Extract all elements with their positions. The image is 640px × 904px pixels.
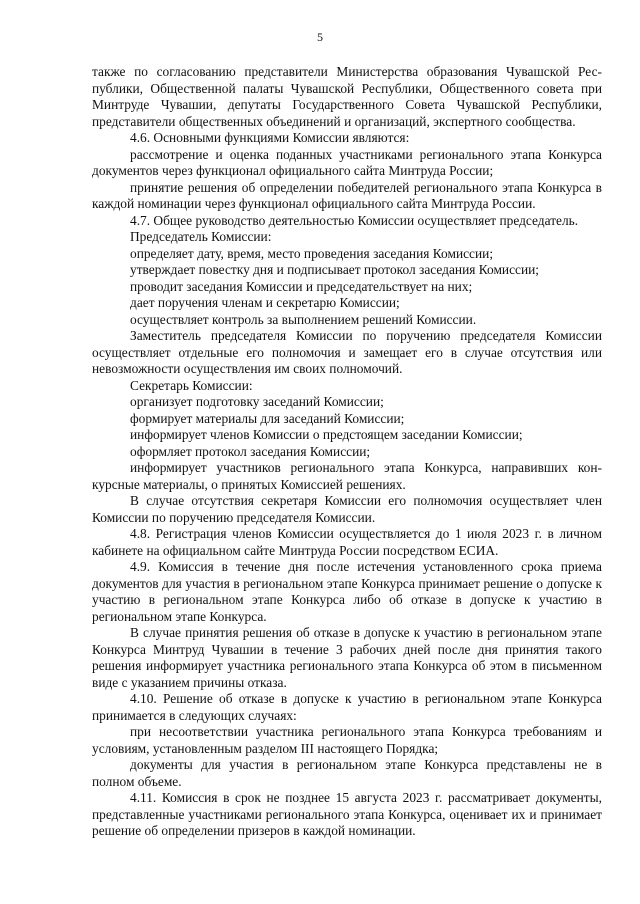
paragraph-4-7-heading: 4.7. Общее руководство деятельностью Комиссии осуществляет председатель. bbox=[130, 212, 579, 228]
paragraph-secretary-duty-5: информирует участников регионального этапа Конкурса, направивших конкурсные материалы, о принятых Комиссией решениях. bbox=[92, 460, 602, 492]
paragraph-chairman-duty-2: утверждает повестку дня и подписывает протокол заседания Комиссии; bbox=[130, 262, 540, 277]
paragraph-4-8: 4.8. Регистрация членов Комиссии осуществляется до 1 июля 2023 г. в личном кабинете на официальном сайте Минтруда России посредством ЕСИА. bbox=[92, 526, 602, 558]
paragraph-secretary-duty-1: организует подготовку заседаний Комиссии; bbox=[130, 394, 384, 409]
paragraph-4-10: 4.10. Решение об отказе в допуске к участию в региональном этапе Конкурса принимается в следующих случаях: bbox=[92, 691, 602, 723]
page-number: 5 bbox=[317, 30, 323, 44]
paragraph-refusal-notice: В случае принятия решения об отказе в допуске к участию в региональном этапе Конкурса Минтруд Чувашии в течение 3 рабочих дней после дня принятия такого решения информирует участника регионального этапа Конкурса об этом в письменном виде с указанием причины отказа. bbox=[92, 625, 602, 690]
paragraph-secretary-duty-2: формирует материалы для заседаний Комиссии; bbox=[130, 410, 405, 426]
paragraph-function-decision: принятие решения об определении победителей регионального этапа Конкурса в каждой номинации через функционал официального сайта Минтруда России. bbox=[92, 179, 602, 211]
paragraph-refusal-case-1: при несоответствии участника регионального этапа Конкурса требованиям и условиям, установленным разделом III настоящего Порядка; bbox=[92, 724, 602, 756]
paragraph-secretary-heading: Секретарь Комиссии: bbox=[130, 377, 253, 393]
paragraph-function-review: рассмотрение и оценка поданных участниками регионального этапа Конкурса документов через функционал официального сайта Минтруда России; bbox=[92, 146, 602, 178]
paragraph-refusal-case-2: документы для участия в региональном этапе Конкурса представлены не в полном объеме. bbox=[92, 757, 602, 789]
paragraph-chairman-duty-5: осуществляет контроль за выполнением решений Комиссии. bbox=[130, 311, 477, 327]
paragraph-chairman-duty-3: проводит заседания Комиссии и председательствует на них; bbox=[130, 278, 473, 294]
paragraph-4-11: 4.11. Комиссия в срок не позднее 15 августа 2023 г. рассматривает документы, представленные участниками регионального этапа Конкурса, оценивает их и принимает решение об определении призеров в каждой номинации. bbox=[92, 790, 602, 838]
paragraph-chairman-heading: Председатель Комиссии: bbox=[130, 229, 272, 244]
paragraph-4-6-heading: 4.6. Основными функциями Комиссии являются: bbox=[130, 130, 410, 145]
paragraph-4-9: 4.9. Комиссия в течение дня после истечения установленного срока приема документов для участия в региональном этапе Конкурса принимает решение о допуске к участию в региональном этапе Конкурса либо об отказе в допуске к участию в региональном этапе Конкурса. bbox=[92, 559, 602, 624]
document-body bbox=[92, 64, 602, 840]
paragraph-chairman-duty-1: определяет дату, время, место проведения заседания Комиссии; bbox=[130, 245, 494, 261]
paragraph-secretary-duty-3: информирует членов Комиссии о предстоящем заседании Комиссии; bbox=[130, 427, 523, 442]
paragraph-chairman-duty-4: дает поручения членам и секретарю Комиссии; bbox=[130, 295, 400, 310]
paragraph-deputy-chairman: Заместитель председателя Комиссии по поручению председателя Комиссии осуществляет отдельные его полномочия и замещает его в случае отсутствия или невозможности осуществления им своих полномочий. bbox=[92, 328, 602, 376]
paragraph-secretary-absence: В случае отсутствия секретаря Комиссии его полномочия осуществляет член Комиссии по поручению председателя Комиссии. bbox=[92, 493, 602, 525]
paragraph-members-continued: также по согласованию представители Министерства образования Чувашской Республики, Общественной палаты Чувашской Республики, Общественного совета при Минтруде Чувашии, депутаты Государственного Совета Чувашской Республики, представители общественных объединений и организаций, экспертного сообщества. bbox=[92, 64, 602, 129]
paragraph-secretary-duty-4: оформляет протокол заседания Комиссии; bbox=[130, 443, 371, 459]
